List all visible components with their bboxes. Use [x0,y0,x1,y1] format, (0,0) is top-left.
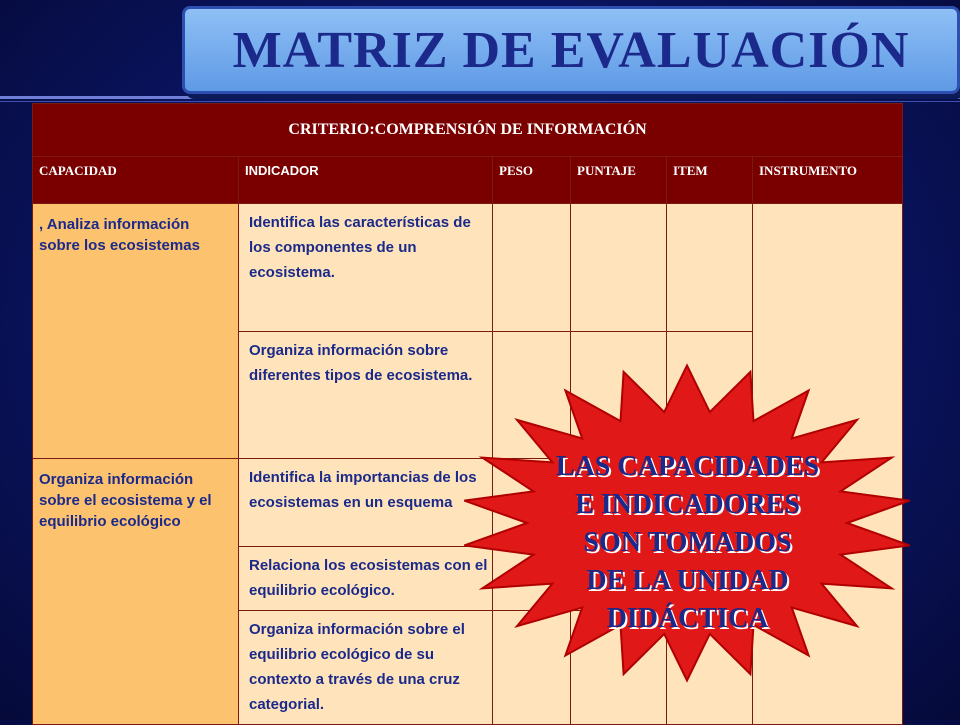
capacidad-cell: , Analiza información sobre los ecosistemas [33,204,239,459]
indicador-cell: Relaciona los ecosistemas con el equilibrio ecológico. [239,547,493,611]
header-puntaje: PUNTAJE [571,157,667,204]
title-banner [182,6,960,94]
indicador-cell: Identifica la importancias de los ecosistemas en un esquema [239,459,493,547]
divider-line [0,96,960,99]
header-capacidad: CAPACIDAD [33,157,239,204]
criterio-header: CRITERIO:COMPRENSIÓN DE INFORMACIÓN [33,104,903,157]
callout-line: DE LA UNIDAD [586,565,789,596]
header-item: ITEM [667,157,753,204]
puntaje-cell [571,204,667,332]
header-peso: PESO [493,157,571,204]
indicador-cell: Identifica las características de los componentes de un ecosistema. [239,204,493,332]
callout-line: SON TOMADOS [583,527,792,558]
callout-line: LAS CAPACIDADES [555,451,820,482]
callout-line: E INDICADORES [575,489,800,520]
callout-line: DIDÁCTICA [606,603,769,634]
header-indicador: INDICADOR [239,157,493,204]
callout-text [455,448,920,638]
header-instrumento: INSTRUMENTO [753,157,903,204]
indicador-cell: Organiza información sobre el equilibrio ecológico de su contexto a través de una cruz categorial. [239,611,493,725]
divider-line-thin [0,101,960,102]
indicador-cell: Organiza información sobre diferentes tipos de ecosistema. [239,332,493,459]
peso-cell [493,204,571,332]
item-cell [667,204,753,332]
capacidad-cell: Organiza información sobre el ecosistema y el equilibrio ecológico [33,459,239,725]
page-title: MATRIZ DE EVALUACIÓN [232,21,910,79]
